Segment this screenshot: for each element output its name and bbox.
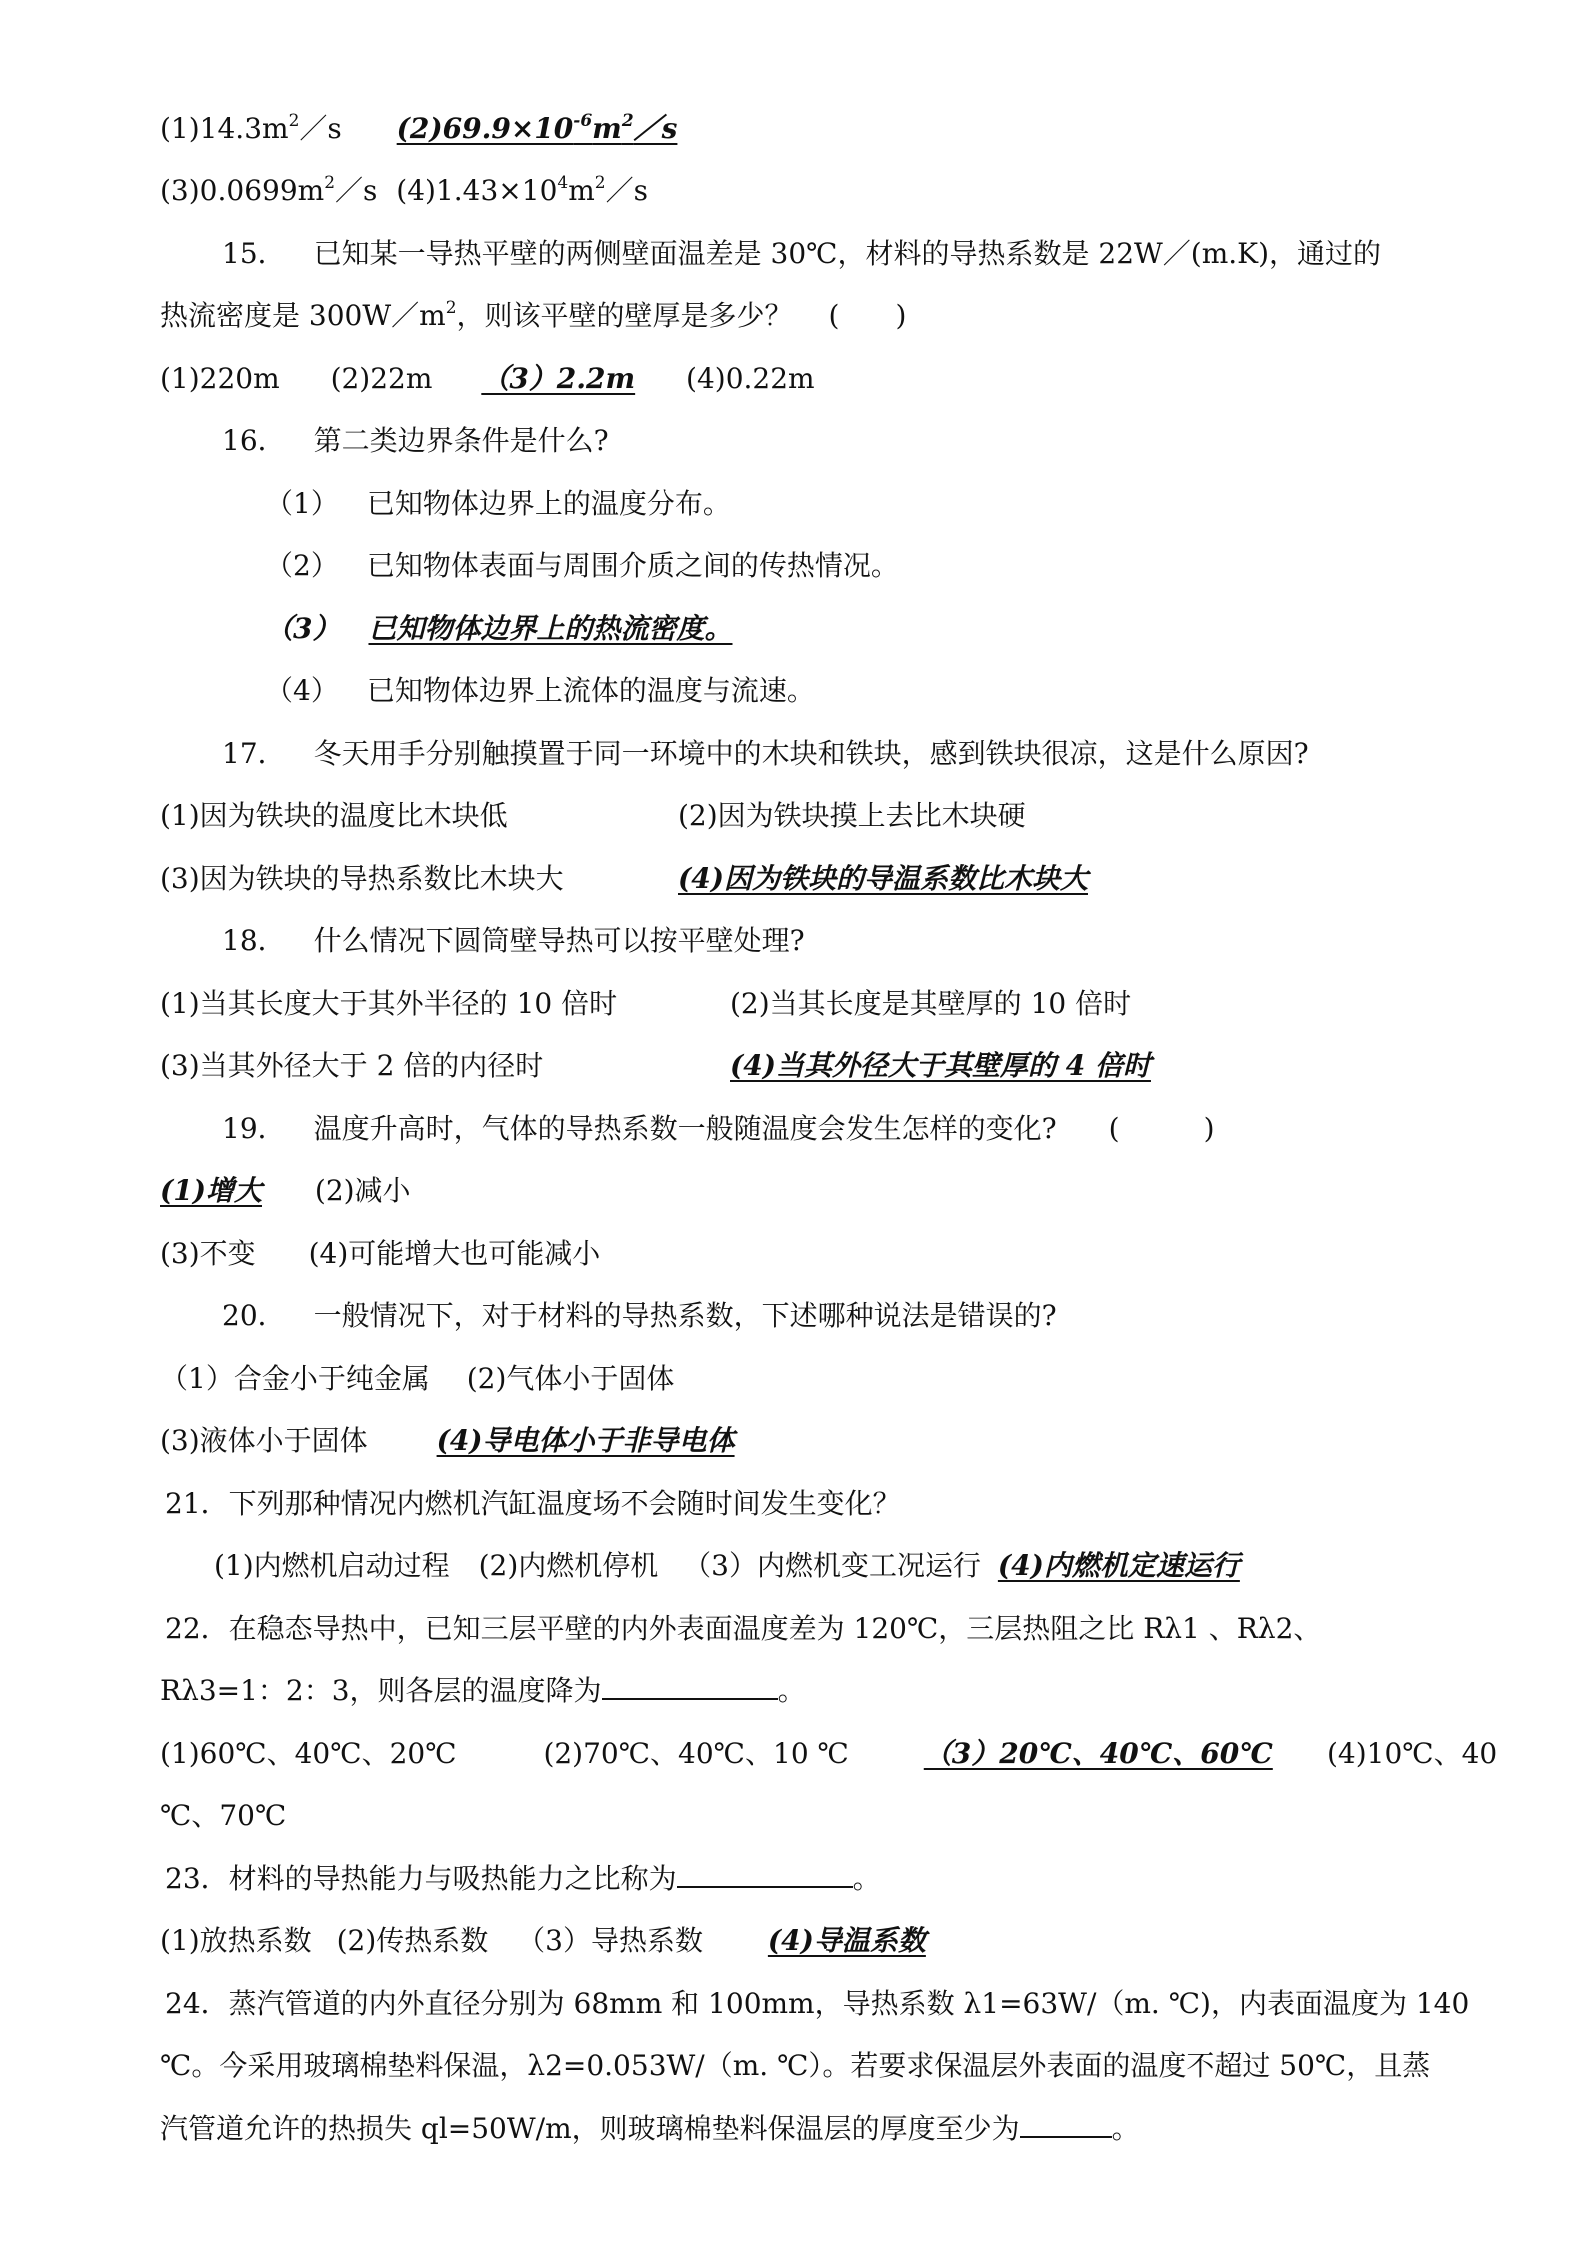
q16-option-2-number: （2） [265,549,339,582]
q17-option-3: (3)因为铁块的导热系数比木块大 [160,862,564,895]
q20-number: 20． [222,1299,286,1332]
q17-question [222,734,1309,774]
q21-option-4-answer: (4)内燃机定速运行 [997,1549,1240,1582]
q17-text: 冬天用手分别触摸置于同一环境中的木块和铁块，感到铁块很凉，这是什么原因? [313,737,1309,770]
q19-option-3: (3)不变 [160,1237,256,1270]
q15-option-3-answer: （3）2.2m [481,362,636,395]
q18-option-4-answer: (4)当其外径大于其壁厚的 4 倍时 [730,1049,1151,1082]
q15-text-2b: ，则该平壁的壁厚是多少？ [456,299,793,332]
q20-options-row-1 [160,1359,674,1399]
q18-number: 18． [222,924,286,957]
q14-options-row-2 [160,171,648,211]
q15-options [160,359,815,399]
q15-option-2: (2)22m [330,362,433,395]
q15-text-1: 已知某一导热平壁的两侧壁面温差是 30℃，材料的导热系数是 22W／(m.K)，通过的 [313,237,1382,270]
q22-option-4-continued: ℃、70℃ [160,1799,287,1832]
q16-option-1-number: （1） [265,487,339,520]
q24-question-line-3 [160,2109,1140,2149]
q23-option-2: (2)传热系数 [336,1924,489,1957]
q19-option-1-answer: (1)增大 [160,1174,262,1207]
q19-text: 温度升高时，气体的导热系数一般随温度会发生怎样的变化? [313,1112,1057,1145]
q24-question-line-2: ℃。今采用玻璃棉垫料保温，λ2=0.053W/（m. ℃）。若要求保温层外表面的温度不超过 50℃，且蒸 [160,2049,1431,2082]
q21-option-1: (1)内燃机启动过程 [214,1549,450,1582]
q16-text: 第二类边界条件是什么? [313,424,609,457]
q15-answer-paren: ( ) [828,299,907,332]
q19-options-row-1 [160,1171,411,1211]
q15-number: 15． [222,237,286,270]
q16-option-2 [265,546,899,586]
q23-answer-blank [677,1860,853,1888]
q16-option-3-answer [265,609,733,649]
q19-answer-paren: ( ) [1108,1112,1215,1145]
q18-option-1: (1)当其长度大于其外半径的 10 倍时 [160,987,618,1020]
q24-text-3: 汽管道允许的热损失 ql=50W/m，则玻璃棉垫料保温层的厚度至少为 [160,2112,1020,2145]
q20-option-1: （1）合金小于纯金属 [160,1362,430,1395]
q16-question [222,421,609,461]
q16-option-4-number: （4） [265,674,339,707]
q19-number: 19． [222,1112,286,1145]
q17-option-2: (2)因为铁块摸上去比木块硬 [678,799,1026,832]
q23-options [160,1921,926,1961]
q15-question-line-1 [222,234,1381,274]
q22-answer-blank [602,1672,778,1700]
q23-option-1: (1)放热系数 [160,1924,312,1957]
q20-option-3: (3)液体小于固体 [160,1424,368,1457]
q20-question [222,1296,1057,1336]
q20-options-row-2 [160,1421,735,1461]
q16-option-2-text: 已知物体表面与周围介质之间的传热情况。 [366,549,899,582]
q16-option-1-text: 已知物体边界上的温度分布。 [366,487,731,520]
q22-option-3-answer: （3）20℃、40℃、60℃ [923,1737,1273,1770]
q22-options [160,1734,1273,1774]
q24-answer-blank [1020,2110,1112,2138]
q23-text: 23．材料的导热能力与吸热能力之比称为 [165,1862,677,1895]
q22-option-1: (1)60℃、40℃、20℃ [160,1737,457,1770]
q15-text-2: 热流密度是 300W／m [160,299,446,332]
q16-option-4-text: 已知物体边界上流体的温度与流速。 [366,674,815,707]
q14-options-row-1 [160,109,677,149]
q18-option-3: (3)当其外径大于 2 倍的内径时 [160,1049,544,1082]
q16-option-3-text: 已知物体边界上的热流密度。 [368,612,733,645]
q22-question-line-1: 22．在稳态导热中，已知三层平壁的内外表面温度差为 120℃，三层热阻之比 Rλ1 、Rλ2、 [165,1612,1322,1645]
q22-option-2: (2)70℃、40℃、10 ℃ [543,1737,849,1770]
q24-question-line-1: 24．蒸汽管道的内外直径分别为 68mm 和 100mm，导热系数 λ1=63W/（m. ℃)，内表面温度为 140 [165,1987,1470,2020]
q21-option-2: (2)内燃机停机 [478,1549,659,1582]
q18-question [222,921,805,961]
q19-question [222,1109,1215,1149]
q20-option-4-answer: (4)导电体小于非导电体 [436,1424,735,1457]
q14-option-2-answer: $(2)69.9\times 10^{-6}m^2/s$ [396,111,678,145]
q15-question-line-2: 热流密度是 $300W/m^2$，则该平壁的壁厚是多少？ ( ) [160,298,907,332]
q23-question [165,1859,881,1899]
q23-text-end: 。 [852,1862,881,1895]
q22-question-line-2 [160,1671,806,1711]
q21-option-3: （3）内燃机变工况运行 [683,1549,981,1582]
q14-option-1: $(1)14.3m^2/s$ [160,111,342,145]
q16-option-3-number: （3） [265,612,341,645]
q17-option-4-answer: (4)因为铁块的导温系数比木块大 [678,862,1088,895]
q19-option-4: (4)可能增大也可能减小 [308,1237,601,1270]
q14-option-3: $(3)0.0699m^2/s$ [160,173,378,207]
q15-option-4: (4)0.22m [686,362,815,395]
q16-option-1 [265,484,731,524]
q20-option-2: (2)气体小于固体 [466,1362,675,1395]
q21-options [214,1546,1240,1586]
q23-option-4-answer: (4)导温系数 [767,1924,926,1957]
q23-option-3: （3）导热系数 [517,1924,703,1957]
q15-option-1: (1)220m [160,362,280,395]
q18-option-2: (2)当其长度是其壁厚的 10 倍时 [730,987,1132,1020]
q18-text: 什么情况下圆筒壁导热可以按平壁处理? [313,924,805,957]
q22-text-2-end: 。 [777,1674,806,1707]
q16-number: 16． [222,424,286,457]
q16-option-4 [265,671,815,711]
q22-text-2: Rλ3=1：2：3，则各层的温度降为 [160,1674,602,1707]
q22-option-4: (4)10℃、40 [1327,1737,1498,1770]
q19-option-2: (2)减小 [314,1174,411,1207]
q14-option-4: $(4)1.43\times 10^4m^2/s$ [396,173,648,207]
q17-number: 17． [222,737,286,770]
q21-question: 21．下列那种情况内燃机汽缸温度场不会随时间发生变化？ [165,1487,901,1520]
q24-text-3-end: 。 [1111,2112,1140,2145]
q20-text: 一般情况下，对于材料的导热系数，下述哪种说法是错误的? [313,1299,1057,1332]
q17-option-1: (1)因为铁块的温度比木块低 [160,799,508,832]
q19-options-row-2 [160,1234,600,1274]
